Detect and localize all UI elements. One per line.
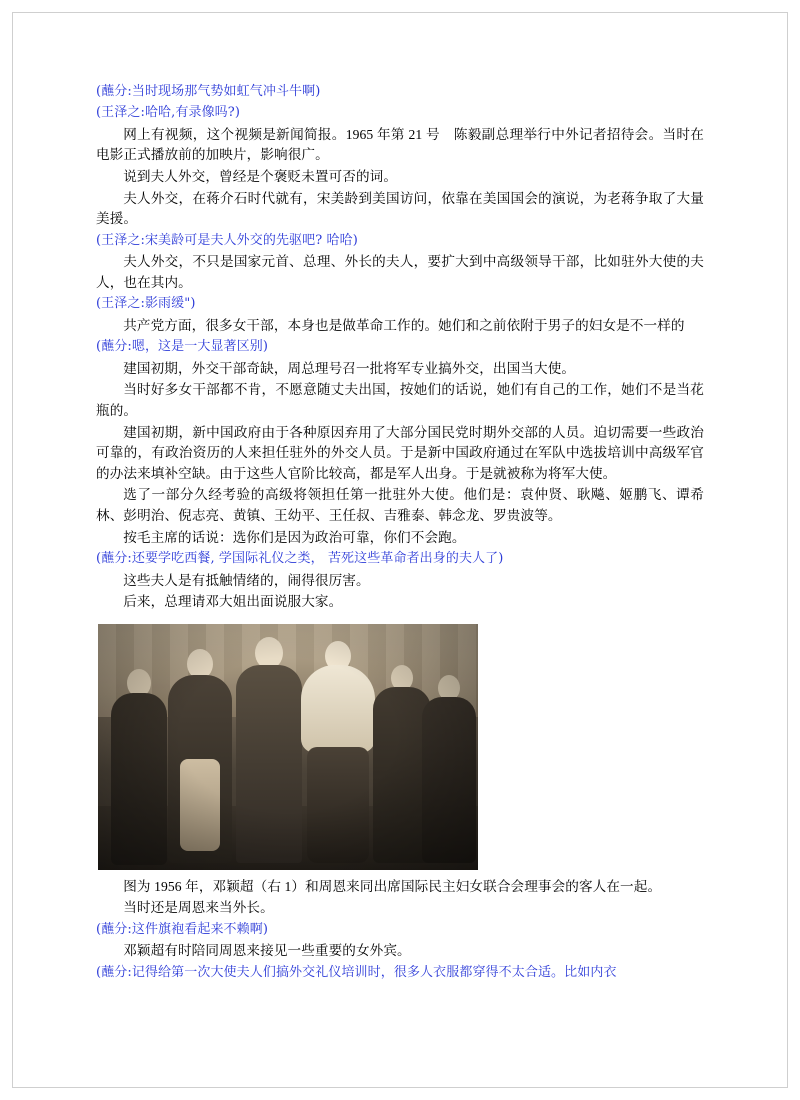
body-paragraph: 夫人外交，不只是国家元首、总理、外长的夫人，要扩大到中高级领导干部，比如驻外大使的夫人，也在其内。: [96, 254, 704, 290]
body-paragraph: 建国初期，新中国政府由于各种原因弃用了大部分国民党时期外交部的人员。迫切需要一些政治可靠的，有政治资历的人来担任驻外的外交人员。于是新中国政府通过在军队中选拔培训中高级军官的办法来填补空缺。由于这些人官阶比较高，都是军人出身。于是就被称为将军大使。: [96, 424, 704, 481]
figure-caption-line: 当时还是周恩来当外长。: [123, 900, 274, 916]
body-paragraph: 建国初期，外交干部奇缺，周总理号召一批将军专业搞外交，出国当大使。: [123, 360, 576, 376]
body-paragraph: 说到夫人外交，曾经是个褒贬未置可否的词。: [123, 169, 398, 184]
figure-caption-line: 图为 1956 年，邓颖超（右 1）和周恩来同出席国际民主妇女联合会理事会的客人在一起。: [123, 878, 662, 894]
figure-block: [96, 624, 704, 919]
inline-comment: (蘸分:还要学吃西餐, 学国际礼仪之类， 苦死这些革命者出身的夫人了): [96, 551, 504, 567]
body-paragraph: 网上有视频，这个视频是新闻简报。1965 年第 21 号 陈毅副总理举行中外记者招待会。当时在电影正式播放前的加映片，影响很广。: [96, 126, 704, 163]
body-paragraph: 共产党方面，很多女干部，本身也是做革命工作的。她们和之前依附于男子的妇女是不一样的: [123, 317, 685, 333]
inline-comment: (王泽之:影雨缓"): [96, 296, 196, 312]
body-paragraph: 后来，总理请邓大姐出面说服大家。: [123, 594, 343, 610]
body-paragraph: 按毛主席的话说：选你们是因为政治可靠，你们不会跑。: [123, 529, 466, 545]
inline-comment: (蘸分:嗯，这是一大显著区别): [96, 339, 269, 355]
body-paragraph: 选了一部分久经考验的高级将领担任第一批驻外大使。他们是：袁仲贤、耿飚、姬鹏飞、谭希林、彭明治、倪志亮、黄镇、王幼平、王任叔、吉雅泰、韩念龙、罗贵波等。: [96, 487, 704, 523]
body-paragraph: 这些夫人是有抵触情绪的，闹得很厉害。: [123, 572, 370, 588]
inline-comment: (王泽之:宋美龄可是夫人外交的先驱吧? 哈哈): [96, 232, 358, 248]
inline-comment: (王泽之:哈哈,有录像吗?): [96, 105, 241, 121]
inline-comment: (蘸分:记得给第一次大使夫人们搞外交礼仪培训时，很多人衣服都穿得不太合适。比如内衣: [96, 964, 617, 980]
body-paragraph: 当时好多女干部都不肯，不愿意随丈夫出国，按她们的话说，她们有自己的工作，她们不是当花瓶的。: [96, 382, 704, 418]
figure-caption: [96, 877, 704, 919]
historical-photo: [98, 624, 478, 870]
document-content: [96, 82, 704, 984]
body-paragraph: 夫人外交，在蒋介石时代就有，宋美龄到美国访问，依靠在美国国会的演说，为老蒋争取了大量美援。: [96, 190, 704, 227]
inline-comment: (蘸分:这件旗袍看起来不赖啊): [96, 921, 269, 937]
body-paragraph: 邓颖超有时陪同周恩来接见一些重要的女外宾。: [123, 943, 411, 959]
inline-comment: (蘸分:当时现场那气势如虹气冲斗牛啊): [96, 84, 321, 99]
photo-vignette: [98, 624, 478, 870]
